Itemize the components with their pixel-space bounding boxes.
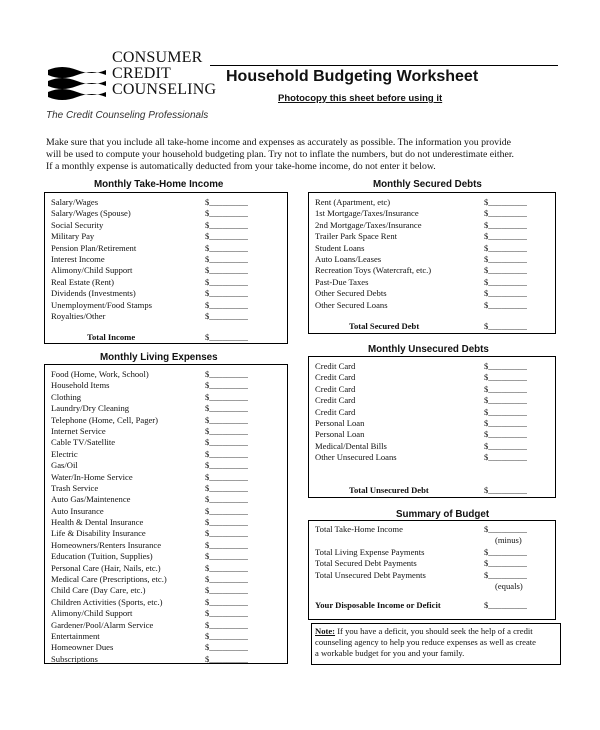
living-amount-field[interactable]: $_________ — [205, 574, 248, 585]
living-item-label: Household Items — [51, 380, 110, 391]
living-amount-field[interactable]: $_________ — [205, 585, 248, 596]
secured-amount-field[interactable]: $_________ — [484, 197, 527, 207]
income-row — [45, 311, 287, 322]
summary-row-unsecured — [309, 570, 555, 581]
income-row — [45, 197, 287, 208]
income-row — [45, 220, 287, 231]
living-item-label: Electric — [51, 448, 78, 459]
income-row — [45, 265, 287, 276]
living-amount-field[interactable]: $_________ — [205, 391, 248, 402]
living-row — [45, 585, 287, 596]
living-amount-field[interactable]: $_________ — [205, 630, 248, 641]
income-item-label: Interest Income — [51, 253, 105, 264]
living-item-label: Education (Tuition, Supplies) — [51, 551, 153, 562]
note-text-1: If you have a deficit, you should seek the help of a credit — [335, 626, 533, 636]
secured-amount-field[interactable]: $_________ — [484, 253, 527, 264]
living-row — [45, 460, 287, 471]
living-amount-field[interactable]: $_________ — [205, 437, 248, 448]
living-row — [45, 551, 287, 562]
secured-amount-field[interactable]: $_________ — [484, 288, 527, 299]
income-item-label: Dividends (Investments) — [51, 288, 136, 299]
income-item-label: Military Pay — [51, 231, 95, 242]
living-row — [45, 472, 287, 483]
unsecured-amount-field[interactable]: $_________ — [484, 452, 527, 463]
summary-row-secured — [309, 558, 555, 569]
living-row — [45, 597, 287, 608]
living-item-label: Trash Service — [51, 482, 99, 493]
living-amount-field[interactable]: $_________ — [205, 403, 248, 414]
logo-wordmark — [112, 49, 217, 98]
intro-paragraph — [46, 137, 561, 173]
unsecured-row — [309, 407, 555, 418]
secured-row — [309, 197, 555, 208]
unsecured-row — [309, 372, 555, 383]
secured-item-label: 1st Mortgage/Taxes/Insurance — [315, 208, 419, 219]
secured-amount-field[interactable]: $_________ — [484, 276, 527, 287]
living-amount-field[interactable]: $_________ — [205, 505, 248, 516]
summary-secured-field[interactable]: $_________ — [484, 558, 527, 569]
summary-section-title: Summary of Budget — [396, 509, 490, 520]
summary-row-income — [309, 524, 555, 535]
living-item-label: Internet Service — [51, 425, 106, 436]
living-item-label: Water/In-Home Service — [51, 471, 133, 482]
income-item-label: Royalties/Other — [51, 310, 106, 321]
secured-box — [308, 192, 556, 334]
living-item-label: Laundry/Dry Cleaning — [51, 403, 130, 414]
income-amount-field[interactable]: $_________ — [205, 231, 248, 242]
income-amount-field[interactable]: $_________ — [205, 197, 248, 207]
note-line-1 — [315, 626, 557, 637]
secured-amount-field[interactable]: $_________ — [484, 231, 527, 242]
secured-item-label: Student Loans — [315, 242, 365, 253]
income-item-label: Pension Plan/Retirement — [51, 242, 137, 253]
living-item-label: Alimony/Child Support — [51, 608, 133, 619]
living-row — [45, 415, 287, 426]
living-amount-field[interactable]: $_________ — [205, 642, 248, 653]
living-amount-field[interactable]: $_________ — [205, 494, 248, 505]
secured-item-label: Other Secured Loans — [315, 299, 388, 310]
secured-amount-field[interactable]: $_________ — [484, 242, 527, 253]
header-rule — [210, 65, 558, 66]
income-amount-field[interactable]: $_________ — [205, 310, 248, 321]
living-amount-field[interactable]: $_________ — [205, 562, 248, 573]
unsecured-item-label: Medical/Dental Bills — [315, 440, 387, 451]
summary-box — [308, 520, 556, 620]
income-row — [45, 277, 287, 288]
income-total-field[interactable]: $_________ — [205, 332, 248, 342]
secured-section-title: Monthly Secured Debts — [373, 179, 482, 190]
income-amount-field[interactable]: $_________ — [205, 288, 248, 299]
living-amount-field[interactable]: $_________ — [205, 460, 248, 471]
living-item-label: Food (Home, Work, School) — [51, 369, 149, 379]
living-item-label: Clothing — [51, 391, 82, 402]
logo-tagline: The Credit Counseling Professionals — [46, 110, 209, 121]
living-amount-field[interactable]: $_________ — [205, 653, 248, 664]
income-item-label: Alimony/Child Support — [51, 265, 133, 276]
unsecured-row — [309, 441, 555, 452]
unsecured-item-label: Credit Card — [315, 406, 356, 417]
income-section-title: Monthly Take-Home Income — [94, 179, 224, 190]
secured-row — [309, 208, 555, 219]
living-item-label: Telephone (Home, Cell, Pager) — [51, 414, 159, 425]
income-row — [45, 288, 287, 299]
income-amount-field[interactable]: $_________ — [205, 276, 248, 287]
living-item-label: Personal Care (Hair, Nails, etc.) — [51, 562, 161, 573]
living-section-title: Monthly Living Expenses — [100, 352, 218, 363]
living-row — [45, 642, 287, 653]
unsecured-amount-field[interactable]: $_________ — [484, 383, 527, 394]
intro-line: Make sure that you include all take-home income and expenses as accurately as possible. The information you provide — [46, 137, 512, 148]
living-row — [45, 380, 287, 391]
logo-line-2: CREDIT — [112, 65, 171, 82]
summary-disposable-label: Your Disposable Income or Deficit — [315, 600, 441, 611]
secured-item-label: Auto Loans/Leases — [315, 253, 382, 264]
living-item-label: Entertainment — [51, 630, 100, 641]
note-line-2: counseling agency to help you reduce expenses as well as create — [315, 637, 536, 647]
unsecured-total-label: Total Unsecured Debt — [349, 485, 429, 495]
living-item-label: Life & Disability Insurance — [51, 528, 146, 539]
income-item-label: Salary/Wages (Spouse) — [51, 208, 131, 219]
page-subtitle: Photocopy this sheet before using it — [278, 93, 443, 104]
summary-unsecured-field[interactable]: $_________ — [484, 569, 527, 580]
secured-row — [309, 277, 555, 288]
unsecured-amount-field[interactable]: $_________ — [484, 440, 527, 451]
living-amount-field[interactable]: $_________ — [205, 414, 248, 425]
unsecured-row — [309, 395, 555, 406]
unsecured-row — [309, 361, 555, 372]
income-total-label: Total Income — [87, 332, 136, 342]
living-item-label: Cable TV/Satellite — [51, 437, 116, 448]
living-row — [45, 494, 287, 505]
income-rows — [45, 197, 287, 322]
living-item-label: Children Activities (Sports, etc.) — [51, 596, 163, 607]
living-row — [45, 608, 287, 619]
secured-item-label: Recreation Toys (Watercraft, etc.) — [315, 265, 432, 276]
living-amount-field[interactable]: $_________ — [205, 471, 248, 482]
income-item-label: Real Estate (Rent) — [51, 276, 114, 287]
unsecured-amount-field[interactable]: $_________ — [484, 406, 527, 417]
living-row — [45, 540, 287, 551]
income-row — [45, 231, 287, 242]
summary-living-field[interactable]: $_________ — [484, 546, 527, 557]
secured-row — [309, 300, 555, 311]
summary-living-label: Total Living Expense Payments — [315, 546, 425, 557]
unsecured-row — [309, 452, 555, 463]
living-item-label: Auto Gas/Maintenence — [51, 494, 131, 505]
living-row — [45, 426, 287, 437]
living-row — [45, 654, 287, 665]
living-item-label: Child Care (Day Care, etc.) — [51, 585, 146, 596]
secured-amount-field[interactable]: $_________ — [484, 208, 527, 219]
living-item-label: Auto Insurance — [51, 505, 104, 516]
living-row — [45, 369, 287, 380]
income-box — [44, 192, 288, 344]
living-amount-field[interactable]: $_________ — [205, 448, 248, 459]
summary-income-field[interactable]: $_________ — [484, 524, 527, 534]
living-box — [44, 364, 288, 664]
living-row — [45, 392, 287, 403]
living-row — [45, 574, 287, 585]
income-row — [45, 254, 287, 265]
living-amount-field[interactable]: $_________ — [205, 528, 248, 539]
income-amount-field[interactable]: $_________ — [205, 265, 248, 276]
secured-row — [309, 231, 555, 242]
intro-line: will be used to compute your household budgeting plan. Try not to inflate the numbers, but do not underestimate either. — [46, 149, 515, 160]
living-amount-field[interactable]: $_________ — [205, 369, 248, 379]
unsecured-amount-field[interactable]: $_________ — [484, 372, 527, 383]
secured-row — [309, 243, 555, 254]
unsecured-item-label: Personal Loan — [315, 417, 365, 428]
living-row — [45, 449, 287, 460]
living-item-label: Subscriptions — [51, 653, 98, 664]
summary-income-label: Total Take-Home Income — [315, 524, 403, 534]
living-row — [45, 528, 287, 539]
unsecured-total-field[interactable]: $_________ — [484, 485, 527, 495]
logo-line-3: COUNSELING — [112, 81, 217, 98]
living-row — [45, 437, 287, 448]
secured-row — [309, 265, 555, 276]
unsecured-rows — [309, 361, 555, 464]
unsecured-amount-field[interactable]: $_________ — [484, 361, 527, 371]
living-item-label: Homeowners/Renters Insurance — [51, 539, 162, 550]
secured-item-label: Trailer Park Space Rent — [315, 231, 398, 242]
unsecured-row — [309, 418, 555, 429]
secured-amount-field[interactable]: $_________ — [484, 219, 527, 230]
summary-equals-label: (equals) — [495, 580, 523, 591]
deficit-note — [311, 623, 561, 665]
unsecured-item-label: Credit Card — [315, 361, 356, 371]
living-item-label: Homeowner Dues — [51, 642, 114, 653]
income-amount-field[interactable]: $_________ — [205, 242, 248, 253]
unsecured-box — [308, 356, 556, 498]
summary-row-living — [309, 547, 555, 558]
living-row — [45, 483, 287, 494]
summary-row-equals — [309, 581, 555, 592]
logo-line-1: CONSUMER — [112, 49, 203, 66]
secured-item-label: 2nd Mortgage/Taxes/Insurance — [315, 219, 422, 230]
summary-row-disposable — [309, 600, 555, 611]
living-item-label: Gas/Oil — [51, 460, 78, 471]
note-line-3: a workable budget for you and your family. — [315, 648, 465, 658]
unsecured-section-title: Monthly Unsecured Debts — [368, 344, 489, 355]
living-amount-field[interactable]: $_________ — [205, 608, 248, 619]
unsecured-row — [309, 384, 555, 395]
income-item-label: Unemployment/Food Stamps — [51, 299, 152, 310]
income-amount-field[interactable]: $_________ — [205, 208, 248, 219]
living-amount-field[interactable]: $_________ — [205, 539, 248, 550]
living-amount-field[interactable]: $_________ — [205, 482, 248, 493]
living-row — [45, 506, 287, 517]
secured-amount-field[interactable]: $_________ — [484, 299, 527, 310]
summary-disposable-field[interactable]: $_________ — [484, 600, 527, 611]
secured-amount-field[interactable]: $_________ — [484, 265, 527, 276]
living-row — [45, 563, 287, 574]
intro-line: If a monthly expense is automatically deducted from your take-home income, do not enter it below. — [46, 161, 436, 172]
logo-waves-icon — [46, 64, 108, 104]
living-amount-field[interactable]: $_________ — [205, 517, 248, 528]
income-amount-field[interactable]: $_________ — [205, 219, 248, 230]
living-amount-field[interactable]: $_________ — [205, 619, 248, 630]
living-item-label: Health & Dental Insurance — [51, 517, 144, 528]
living-amount-field[interactable]: $_________ — [205, 551, 248, 562]
summary-spacer — [309, 592, 555, 600]
living-item-label: Gardener/Pool/Alarm Service — [51, 619, 154, 630]
living-amount-field[interactable]: $_________ — [205, 380, 248, 391]
income-row — [45, 208, 287, 219]
unsecured-item-label: Personal Loan — [315, 429, 365, 440]
living-amount-field[interactable]: $_________ — [205, 425, 248, 436]
secured-item-label: Past-Due Taxes — [315, 276, 369, 287]
unsecured-item-label: Credit Card — [315, 383, 356, 394]
income-amount-field[interactable]: $_________ — [205, 253, 248, 264]
living-row — [45, 631, 287, 642]
secured-row — [309, 220, 555, 231]
unsecured-row — [309, 429, 555, 440]
unsecured-item-label: Credit Card — [315, 395, 356, 406]
living-amount-field[interactable]: $_________ — [205, 596, 248, 607]
income-item-label: Salary/Wages — [51, 197, 99, 207]
secured-item-label: Rent (Apartment, etc) — [315, 197, 391, 207]
secured-rows — [309, 197, 555, 311]
summary-unsecured-label: Total Unsecured Debt Payments — [315, 569, 426, 580]
unsecured-amount-field[interactable]: $_________ — [484, 429, 527, 440]
living-row — [45, 517, 287, 528]
unsecured-amount-field[interactable]: $_________ — [484, 417, 527, 428]
summary-secured-label: Total Secured Debt Payments — [315, 558, 417, 569]
secured-total-label: Total Secured Debt — [349, 321, 420, 331]
summary-row-minus — [309, 535, 555, 546]
secured-row — [309, 288, 555, 299]
income-item-label: Social Security — [51, 219, 104, 230]
income-amount-field[interactable]: $_________ — [205, 299, 248, 310]
unsecured-amount-field[interactable]: $_________ — [484, 395, 527, 406]
secured-row — [309, 254, 555, 265]
secured-item-label: Other Secured Debts — [315, 288, 387, 299]
living-item-label: Medical Care (Prescriptions, etc.) — [51, 574, 167, 585]
living-rows — [45, 369, 287, 665]
secured-total-field[interactable]: $_________ — [484, 321, 527, 331]
income-row — [45, 243, 287, 254]
living-row — [45, 620, 287, 631]
summary-minus-label: (minus) — [495, 535, 522, 546]
unsecured-item-label: Other Unsecured Loans — [315, 452, 397, 463]
note-label: Note: — [315, 626, 336, 636]
unsecured-item-label: Credit Card — [315, 372, 356, 383]
income-row — [45, 300, 287, 311]
page-title: Household Budgeting Worksheet — [226, 68, 479, 85]
summary-rows — [309, 524, 555, 612]
living-row — [45, 403, 287, 414]
